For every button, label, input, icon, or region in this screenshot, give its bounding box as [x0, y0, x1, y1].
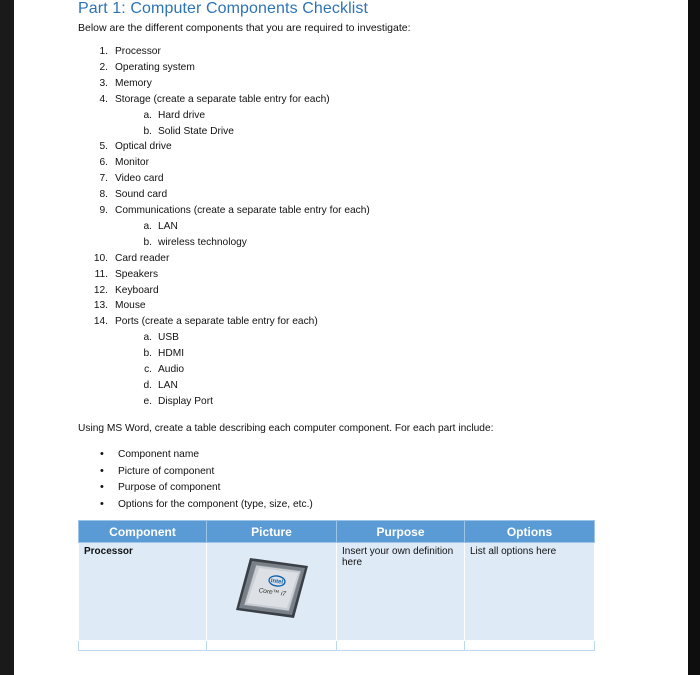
list-item-number: 12. [93, 284, 108, 296]
cpu-brand-label: intel [269, 578, 283, 586]
bullet-label: Component name [118, 449, 199, 460]
list-item-number: 8. [99, 189, 108, 201]
instructions-text: Using MS Word, create a table describing each computer component. For each part include: [78, 423, 494, 434]
list-subitem-label: wireless technology [158, 236, 247, 248]
list-subitem-letter: c. [144, 364, 152, 375]
list-item [78, 78, 152, 89]
list-subitem-letter: a. [143, 220, 152, 232]
list-item-number: 2. [99, 61, 108, 73]
list-subitem-letter: e. [143, 395, 152, 407]
list-item-label: Mouse [115, 300, 146, 312]
list-item [78, 141, 172, 152]
intro-text: Below are the different components that you are required to investigate: [78, 22, 411, 34]
list-subitem-letter: d. [143, 379, 152, 391]
list-item-number: 11. [94, 268, 108, 280]
list-item-label: Communications (create a separate table entry for each) [115, 205, 370, 216]
list-item [78, 157, 149, 168]
bullet-label: Purpose of component [118, 482, 221, 493]
window-edge [688, 0, 700, 675]
bullet-item [100, 465, 313, 482]
list-subitem-letter: a. [143, 332, 152, 344]
table-row [79, 543, 595, 641]
list-item [78, 173, 164, 184]
list-item-label: Memory [115, 77, 152, 89]
page-title: Part 1: Computer Components Checklist [78, 0, 369, 17]
list-subitem-label: Solid State Drive [158, 125, 234, 137]
cell-empty [79, 641, 207, 651]
list-item-number: 9. [99, 205, 108, 216]
list-item-label: Optical drive [115, 141, 172, 153]
list-item-number: 10. [93, 252, 108, 264]
list-subitem-letter: b. [143, 236, 152, 248]
include-bullet-list [100, 448, 313, 514]
list-item [78, 94, 330, 105]
cell-purpose: Insert your own definition here [337, 543, 465, 641]
list-item-label: Processor [115, 46, 161, 57]
list-subitem [132, 348, 184, 359]
list-item-number: 4. [99, 93, 108, 105]
cell-empty [207, 641, 337, 651]
list-subitem-label: Hard drive [158, 109, 205, 121]
bullet-dot-icon: • [100, 448, 104, 460]
list-item [78, 253, 169, 264]
cell-empty [337, 641, 465, 651]
bullet-item [100, 448, 313, 465]
cpu-model-label: Core™ i7 [257, 587, 286, 598]
cell-options: List all options here [465, 543, 595, 641]
list-item [78, 316, 318, 327]
list-item [78, 300, 146, 311]
bullet-label: Options for the component (type, size, etc.) [118, 498, 313, 510]
list-item [78, 46, 161, 57]
cell-empty [465, 641, 595, 651]
cell-picture [207, 543, 337, 641]
list-item-label: Sound card [115, 189, 168, 201]
list-subitem [132, 126, 234, 137]
header-component: Component [79, 521, 207, 543]
list-subitem-label: USB [158, 332, 179, 344]
header-picture: Picture [207, 521, 337, 543]
bullet-dot-icon: • [100, 481, 104, 493]
header-purpose: Purpose [337, 521, 465, 543]
list-subitem-label: Audio [158, 364, 185, 375]
list-item-label: Keyboard [115, 284, 159, 296]
list-subitem [132, 110, 205, 121]
table-row [79, 641, 595, 651]
list-subitem-letter: b. [143, 348, 152, 360]
bullet-dot-icon: • [100, 464, 104, 477]
list-item [78, 189, 167, 200]
list-subitem [132, 221, 178, 232]
bullet-item [100, 498, 313, 515]
list-item-label: Video card [115, 173, 164, 185]
list-item-label: Card reader [115, 252, 170, 264]
list-item [78, 269, 158, 280]
list-item [78, 62, 195, 73]
bullet-dot-icon: • [100, 497, 104, 510]
list-item-number: 1. [99, 46, 108, 57]
header-options: Options [465, 521, 595, 543]
list-subitem-letter: a. [143, 109, 152, 121]
list-subitem [132, 380, 178, 391]
list-item-number: 7. [99, 173, 108, 185]
components-table [78, 520, 595, 651]
list-item-number: 3. [99, 77, 108, 89]
list-subitem [132, 364, 184, 375]
table-header-row [79, 521, 595, 543]
list-item-label: Operating system [115, 61, 195, 73]
list-item [78, 285, 159, 296]
list-subitem-label: LAN [158, 220, 178, 232]
list-item-label: Speakers [115, 268, 159, 280]
list-subitem [132, 237, 247, 248]
bullet-label: Picture of component [118, 465, 215, 477]
cpu-chip-image [232, 552, 312, 624]
list-item-number: 14. [93, 316, 108, 328]
list-subitem-label: LAN [158, 379, 178, 391]
list-item-label: Ports (create a separate table entry for each) [115, 316, 318, 328]
list-subitem-label: Display Port [158, 395, 213, 407]
cell-component [79, 543, 207, 641]
list-item-label: Storage (create a separate table entry for each) [115, 93, 330, 105]
list-item-label: Monitor [115, 157, 149, 169]
component-name: Processor [84, 546, 133, 557]
list-item [78, 205, 370, 216]
list-item-number: 5. [99, 141, 108, 153]
list-item-number: 6. [99, 157, 108, 169]
list-subitem [132, 332, 179, 343]
bullet-item [100, 481, 313, 498]
list-subitem-letter: b. [143, 125, 152, 137]
list-item-number: 13. [93, 300, 108, 312]
list-subitem-label: HDMI [158, 348, 185, 360]
list-subitem [132, 396, 213, 407]
